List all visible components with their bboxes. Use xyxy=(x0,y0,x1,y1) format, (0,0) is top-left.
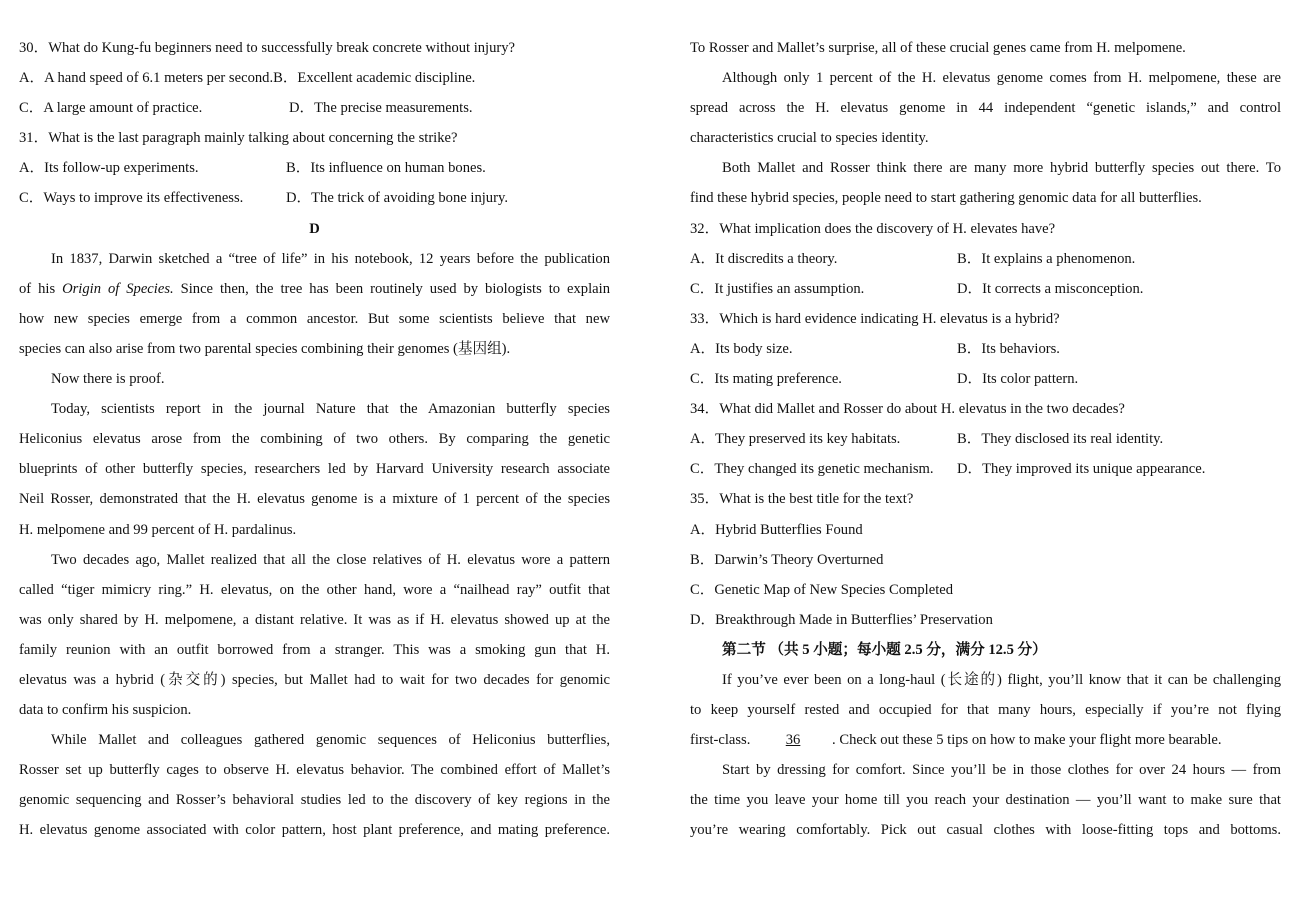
question-32-options-ab xyxy=(690,244,1281,274)
option-b: B．It explains a phenomenon. xyxy=(957,250,1136,267)
option-d: D．Its color pattern. xyxy=(957,371,1079,388)
passage-line: While Mallet and colleagues gathered genomic sequences of Heliconius butterflies, xyxy=(51,732,610,749)
section-2-heading: 第二节 （共 5 小题；每小题 2.5 分，满分 12.5 分） xyxy=(722,641,1047,658)
passage-line: to keep yourself rested and occupied for that many hours, especially if you’re not flying xyxy=(690,702,1281,719)
book-title: Origin of Species. xyxy=(62,280,174,297)
passage-line: blueprints of other butterfly species, researchers led by Harvard University research associate xyxy=(19,461,610,478)
passage-line: family reunion with an outfit borrowed from a stranger. This was a smoking gun that H. xyxy=(19,641,610,658)
option-c: C．They changed its genetic mechanism. xyxy=(690,461,934,478)
passage-line: In 1837, Darwin sketched a “tree of life” in his notebook, 12 years before the publication xyxy=(51,250,610,267)
passage-line: Two decades ago, Mallet realized that all the close relatives of H. elevatus wore a pattern xyxy=(51,551,610,568)
passage-line: Today, scientists report in the journal Nature that the Amazonian butterfly species xyxy=(51,401,610,418)
passage-line: To Rosser and Mallet’s surprise, all of these crucial genes came from H. melpomene. xyxy=(690,40,1186,56)
option-b: B．Its behaviors. xyxy=(957,340,1060,357)
passage-line: genomic sequencing and Rosser’s behavioral studies led to the discovery of key regions in the xyxy=(19,792,610,809)
passage-line: Although only 1 percent of the H. elevatus genome comes from H. melpomene, these are xyxy=(722,70,1281,87)
question-34-stem: 34．What did Mallet and Rosser do about H. elevatus in the two decades? xyxy=(690,401,1125,418)
question-32-stem: 32．What implication does the discovery of H. elevates have? xyxy=(690,220,1056,237)
passage-line: characteristics crucial to species identity. xyxy=(690,130,929,147)
question-34-options-ab xyxy=(690,424,1281,454)
passage-line: the time you leave your home till you reach your destination — you’ll want to make sure that xyxy=(690,792,1281,809)
question-33-options-cd xyxy=(690,364,1281,394)
option-a: A．It discredits a theory. xyxy=(690,250,838,267)
blank-36: 36 xyxy=(785,732,801,749)
passage-line: Rosser set up butterfly cages to observe H. elevatus behavior. The combined effort of Mallet’s xyxy=(19,762,610,779)
option-d: D．They improved its unique appearance. xyxy=(957,461,1206,478)
passage-line: Neil Rosser, demonstrated that the H. elevatus genome is a mixture of 1 percent of the species xyxy=(19,491,610,508)
option-d: D．Breakthrough Made in Butterflies’ Preservation xyxy=(690,611,993,628)
option-a: A．Hybrid Butterflies Found xyxy=(690,521,863,538)
question-30-stem: 30．What do Kung-fu beginners need to successfully break concrete without injury? xyxy=(19,40,516,56)
question-33-stem: 33．Which is hard evidence indicating H. elevatus is a hybrid? xyxy=(690,310,1060,327)
question-31-stem: 31．What is the last paragraph mainly talking about concerning the strike? xyxy=(19,130,458,147)
passage-line: Start by dressing for comfort. Since you’ll be in those clothes for over 24 hours — from xyxy=(722,762,1281,779)
question-33-options-ab xyxy=(690,334,1281,364)
option-a: A．They preserved its key habitats. xyxy=(690,431,901,448)
question-30-options-ab xyxy=(19,63,610,93)
question-31-options-ab xyxy=(19,153,610,183)
passage-line: you’re wearing comfortably. Pick out casual clothes with loose-fitting tops and bottoms. xyxy=(690,822,1281,839)
passage-line: was only shared by H. melpomene, a distant relative. It was as if H. elevatus showed up at the xyxy=(19,611,610,628)
passage-line: data to confirm his suspicion. xyxy=(19,702,192,719)
passage-line: of his Origin of Species. Since then, the tree has been routinely used by biologists to explain xyxy=(19,280,610,297)
question-34-options-cd xyxy=(690,454,1281,484)
question-35-stem: 35．What is the best title for the text? xyxy=(690,491,914,508)
option-c: C．Ways to improve its effectiveness. xyxy=(19,190,244,207)
passage-line: how new species emerge from a common ancestor. But some scientists believe that new xyxy=(19,310,610,327)
left-column xyxy=(19,33,610,846)
question-32-options-cd xyxy=(690,274,1281,304)
passage-line: If you’ve ever been on a long-haul (长途的) flight, you’ll know that it can be challenging xyxy=(722,671,1281,688)
passage-line: H. elevatus genome associated with color pattern, host plant preference, and mating preference. xyxy=(19,822,610,839)
right-column xyxy=(690,33,1281,846)
option-d: D．It corrects a misconception. xyxy=(957,280,1144,297)
option-c: C．A large amount of practice. xyxy=(19,100,203,117)
passage-line: Both Mallet and Rosser think there are many more hybrid butterfly species out there. To xyxy=(722,160,1281,177)
question-30-options-cd xyxy=(19,93,610,123)
passage-line: species can also arise from two parental species combining their genomes (基因组). xyxy=(19,340,511,357)
option-c: C．Its mating preference. xyxy=(690,371,842,388)
option-b: B．Its influence on human bones. xyxy=(286,160,486,177)
passage-line: elevatus was a hybrid (杂交的) species, but Mallet had to wait for two decades for genomic xyxy=(19,671,610,688)
option-b: B．Excellent academic discipline. xyxy=(273,70,476,87)
option-a: A．Its body size. xyxy=(690,340,793,357)
option-a: A．A hand speed of 6.1 meters per second. xyxy=(19,70,274,87)
passage-line: called “tiger mimicry ring.” H. elevatus, on the other hand, wore a “nailhead ray” outfit that xyxy=(19,581,610,598)
passage-line: first-class. 36 . Check out these 5 tips on how to make your flight more bearable. xyxy=(690,725,1281,755)
option-d: D．The trick of avoiding bone injury. xyxy=(286,190,508,207)
question-31-options-cd xyxy=(19,183,610,213)
passage-line: Heliconius elevatus arose from the combining of two others. By comparing the genetic xyxy=(19,431,610,448)
passage-line: spread across the H. elevatus genome in 44 independent “genetic islands,” and control xyxy=(690,100,1281,117)
passage-line: H. melpomene and 99 percent of H. pardalinus. xyxy=(19,521,297,538)
option-b: B．They disclosed its real identity. xyxy=(957,431,1164,448)
passage-line: Now there is proof. xyxy=(51,371,165,388)
option-c: C．Genetic Map of New Species Completed xyxy=(690,581,954,598)
option-b: B．Darwin’s Theory Overturned xyxy=(690,551,884,568)
option-d: D．The precise measurements. xyxy=(289,100,473,117)
option-c: C．It justifies an assumption. xyxy=(690,280,865,297)
section-heading-d: D xyxy=(309,220,320,237)
option-a: A．Its follow-up experiments. xyxy=(19,160,199,177)
passage-line: find these hybrid species, people need to start gathering genomic data for all butterflies. xyxy=(690,190,1202,207)
